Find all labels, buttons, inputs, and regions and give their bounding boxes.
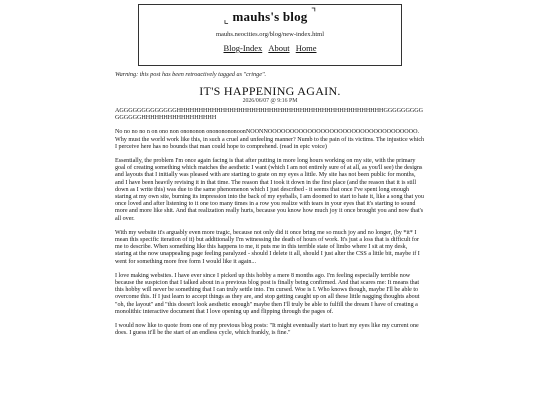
site-url: mauhs.neocities.org/blog/new-index.html <box>215 31 324 38</box>
post-title: IT'S HAPPENING AGAIN. <box>199 84 341 98</box>
post-paragraph: With my website it's arguably even more tragic, because not only did it once bring me so much joy and no longer, (by *it* I mean this specific iteration of it) but additionally I'm witnessing the death of hours of work. It's just a loss that is difficult for me to describe. When something like this happens to me, it puts me in this terrible state of limbo where I sit at my desk, staring at the now unappealing page feeling paralyzed - should I delete it all, should I just alter the CSS a little bit, maybe if I went for something more free form I would like it again... <box>115 229 420 265</box>
post-content <box>115 108 425 344</box>
cringe-warning: Warning: this post has been retroactively tagged as "cringe". <box>115 71 267 78</box>
post-paragraph: Essentially, the problem I'm once again facing is that after putting in more long hours working on my site, with the primary goal of creating something which matches the aesthetic I want (which I am not entirely sure of at all, as you'll see) the designs and layouts that I initially was pleased with are starting to grate on my eyes a little. My site has not been public for months, and I have been heavily revising it in that time. The reason that I took it down in the first place (and the reason that it is still down as I write this) was due to the same phenomenon which I just described - it seems that once I've spent long enough staring at my own site, burning its impression into the back of my eyeballs, I am doomed to start to hate it, like a song that you once loved and after listening to it one too many times in a row you realize with tears in your eyes that it's starting to sound more and more like shit. And that realization really hurts, because you know how much joy it once brought you and now that's all over. <box>115 158 424 222</box>
corner-bracket-right-icon: ⌝ <box>310 7 317 19</box>
post-date: 2026/06/07 @ 9:16 PM <box>242 98 298 104</box>
nav-link-blog-index[interactable]: Blog-Index <box>223 43 263 53</box>
site-header <box>138 4 402 66</box>
corner-bracket-left-icon: ⌞ <box>223 14 230 26</box>
site-nav <box>139 43 401 53</box>
post-paragraph: No no no no n on ono non onononon onononononoonNOONNOOOOOOOOOOOOOOOOOOOOOOOOOOOOOOOOOO. Why must the world work like this, in such a cruel and unfeeling manner? Numb to the pain of its victims. The injustice which I perceive here has no bounds that man could hope to comprehend. (read in epic voice) <box>115 129 425 150</box>
post-paragraph: I would now like to quote from one of my previous blog posts: "It might eventually start to hurt my eyes like my current one does. I guess it'll be the start of an endless cycle, which frankly, is fine." <box>115 323 419 337</box>
nav-link-about[interactable]: About <box>268 43 290 53</box>
nav-link-home[interactable]: Home <box>295 43 317 53</box>
post-paragraph: I love making websites. I have ever since I picked up this hobby a mere 8 months ago. I'm feeling especially terrible now because the suspicion that I talked about in a previous blog post is finally being confirmed. And that scares me: It means that this hobby will never be something that I can truly settle into. I'm cursed. Woe is I. Who knows though, maybe I'll be able to overcome this. If I just learn to accept things as they are, and stop getting caught up on all these little nagging thoughts about "oh, the layout" and "this doesn't look aesthetic enough" maybe then I'll truly be able to fulfill the dream I have of creating a monolithic interactive document that I love opening up and flipping through the pages of. <box>115 272 420 315</box>
site-title: mauhs's blog <box>232 9 308 24</box>
site-title-row <box>139 9 401 25</box>
post-paragraph: AGGGGGGGGGGGGGHHHHHHHHHHHHHHHHHHHHHHHHHHHHHHHHHHHHHHHHHHHHHHHGGGGGGGGGGGGGGGHHHHHHHHHHHHHHHHH <box>115 108 424 122</box>
